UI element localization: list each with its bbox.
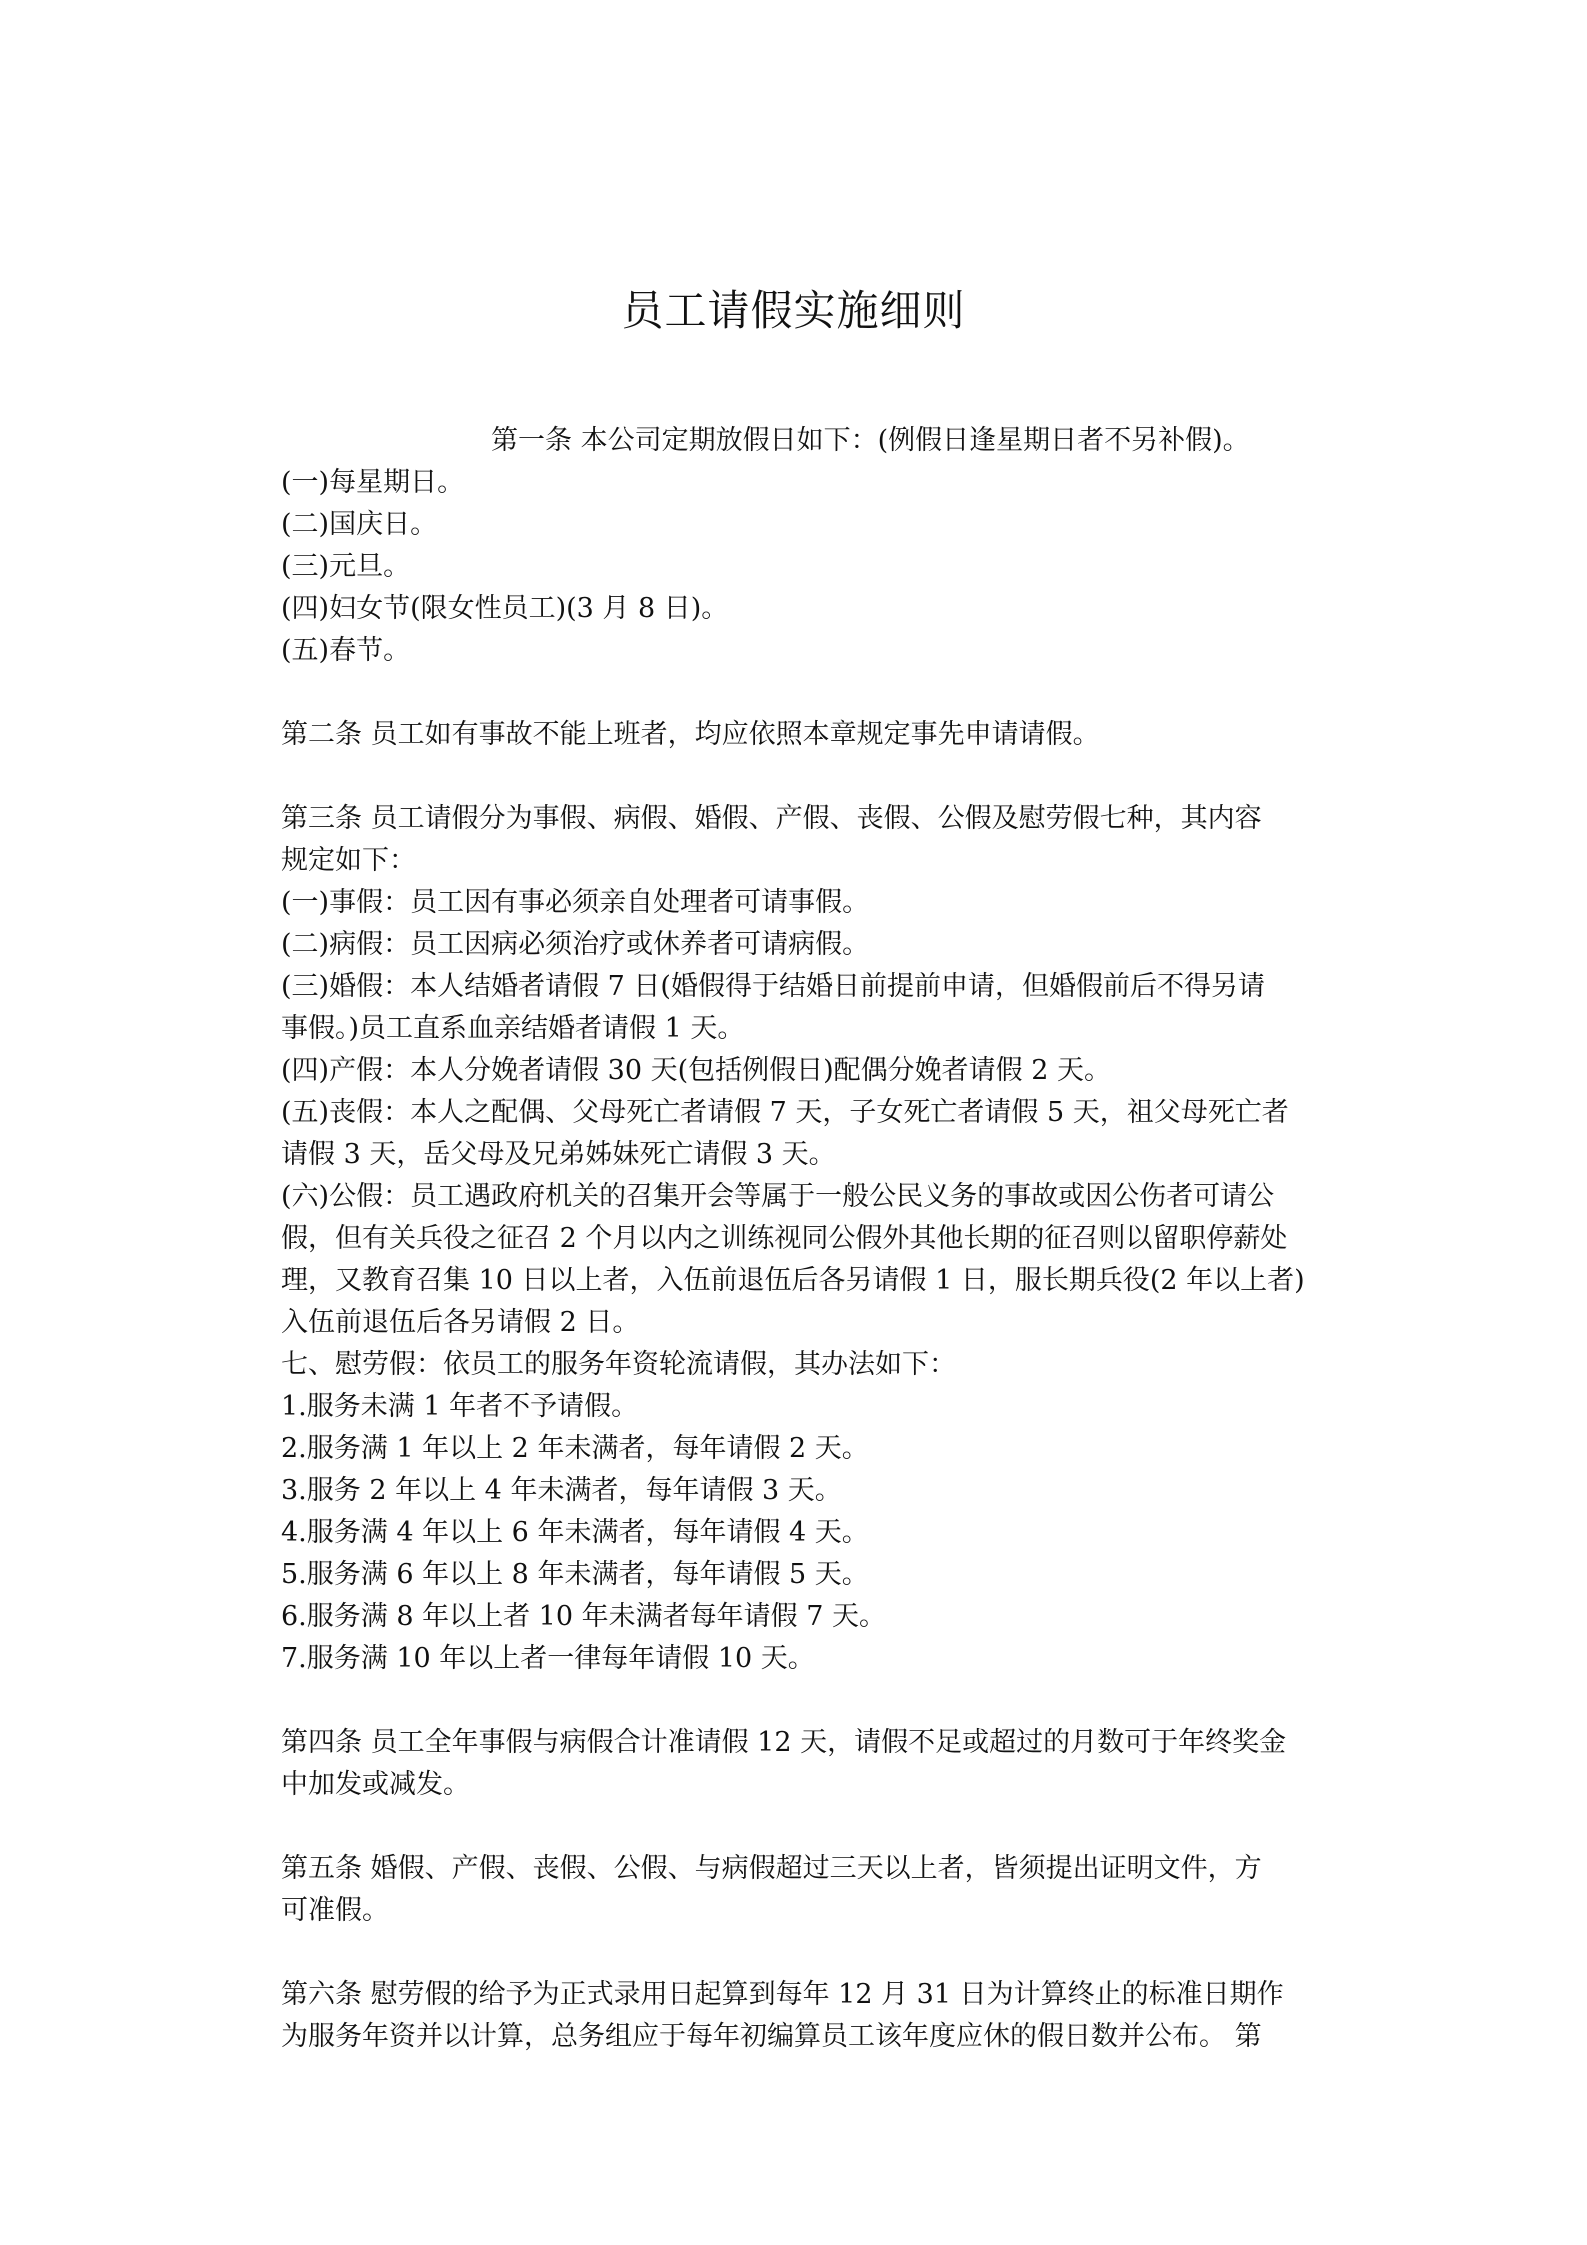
paragraph-line: (六)公假：员工遇政府机关的召集开会等属于一般公民义务的事故或因公伤者可请公 (281, 1181, 1275, 1212)
blank-line (281, 1932, 1321, 1974)
paragraph-line: 可准假。 (281, 1895, 389, 1926)
paragraph-line: 5.服务满 6 年以上 8 年未满者，每年请假 5 天。 (281, 1559, 869, 1590)
blank-line (281, 1806, 1321, 1848)
paragraph-line: 七、慰劳假：依员工的服务年资轮流请假，其办法如下： (281, 1349, 956, 1380)
paragraph-line: 为服务年资并以计算，总务组应于每年初编算员工该年度应休的假日数并公布。 第 (281, 2021, 1262, 2052)
paragraph-line: 假，但有关兵役之征召 2 个月以内之训练视同公假外其他长期的征召则以留职停薪处 (281, 1223, 1288, 1254)
paragraph-line: 第三条 员工请假分为事假、病假、婚假、产假、丧假、公假及慰劳假七种，其内容 (281, 803, 1262, 834)
paragraph-line: 入伍前退伍后各另请假 2 日。 (281, 1307, 640, 1338)
document-title: 员工请假实施细则 (621, 286, 966, 335)
paragraph-line: 第四条 员工全年事假与病假合计准请假 12 天，请假不足或超过的月数可于年终奖金 (281, 1727, 1287, 1758)
paragraph-line: (三)婚假：本人结婚者请假 7 日(婚假得于结婚日前提前申请，但婚假前后不得另请 (281, 971, 1265, 1002)
paragraph-line: 1.服务未满 1 年者不予请假。 (281, 1391, 639, 1422)
paragraph-line: 中加发或减发。 (281, 1769, 470, 1800)
paragraph-line: (一)事假：员工因有事必须亲自处理者可请事假。 (281, 887, 870, 918)
paragraph-line: (二)国庆日。 (281, 509, 438, 540)
paragraph-line: 第六条 慰劳假的给予为正式录用日起算到每年 12 月 31 日为计算终止的标准日期作 (281, 1979, 1284, 2010)
paragraph-line: 理，又教育召集 10 日以上者，入伍前退伍后各另请假 1 日，服长期兵役(2 年以上者) (281, 1265, 1305, 1296)
paragraph-line: 2.服务满 1 年以上 2 年未满者，每年请假 2 天。 (281, 1433, 869, 1464)
document-body (281, 420, 1321, 2058)
paragraph-line: 事假。)员工直系血亲结婚者请假 1 天。 (281, 1013, 745, 1044)
paragraph-line: (三)元旦。 (281, 551, 411, 582)
paragraph-line: 7.服务满 10 年以上者一律每年请假 10 天。 (281, 1643, 815, 1674)
paragraph-line: 第一条 本公司定期放假日如下：(例假日逢星期日者不另补假)。 (491, 425, 1250, 456)
paragraph-line: (四)产假：本人分娩者请假 30 天(包括例假日)配偶分娩者请假 2 天。 (281, 1055, 1111, 1086)
paragraph-line: 6.服务满 8 年以上者 10 年未满者每年请假 7 天。 (281, 1601, 886, 1632)
paragraph-line: 请假 3 天，岳父母及兄弟姊妹死亡请假 3 天。 (281, 1139, 836, 1170)
paragraph-line: 规定如下： (281, 845, 416, 876)
paragraph-line: 第五条 婚假、产假、丧假、公假、与病假超过三天以上者，皆须提出证明文件，方 (281, 1853, 1262, 1884)
blank-line (281, 672, 1321, 714)
paragraph-line: (二)病假：员工因病必须治疗或休养者可请病假。 (281, 929, 870, 960)
paragraph-line: 第二条 员工如有事故不能上班者，均应依照本章规定事先申请请假。 (281, 719, 1100, 750)
paragraph-line: 3.服务 2 年以上 4 年未满者，每年请假 3 天。 (281, 1475, 842, 1506)
paragraph-line: (五)春节。 (281, 635, 411, 666)
paragraph-line: (五)丧假：本人之配偶、父母死亡者请假 7 天，子女死亡者请假 5 天，祖父母死亡者 (281, 1097, 1289, 1128)
blank-line (281, 756, 1321, 798)
blank-line (281, 1680, 1321, 1722)
paragraph-line: (一)每星期日。 (281, 467, 465, 498)
paragraph-line: 4.服务满 4 年以上 6 年未满者，每年请假 4 天。 (281, 1517, 869, 1548)
paragraph-line: (四)妇女节(限女性员工)(3 月 8 日)。 (281, 593, 729, 624)
